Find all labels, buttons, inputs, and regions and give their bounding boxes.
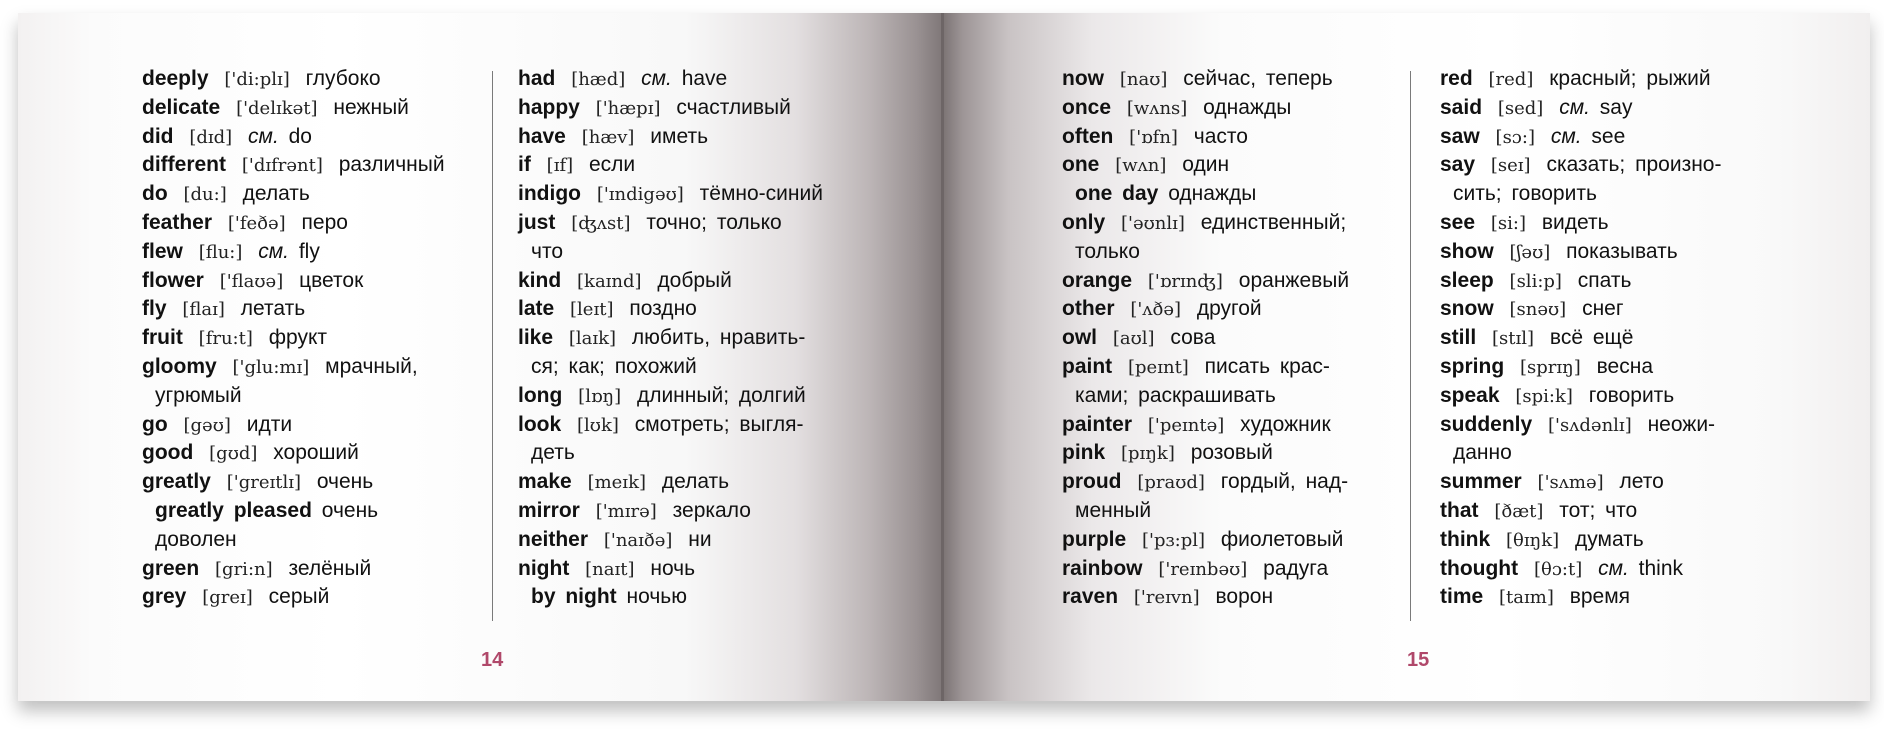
translation: сова [1170, 326, 1216, 350]
transcription: [flaɪ] [182, 299, 225, 321]
headword: deeply [142, 67, 209, 90]
transcription: [naʊ] [1119, 69, 1168, 90]
dictionary-entry [1440, 526, 1810, 555]
headword: only [1062, 210, 1106, 234]
transcription: ['sʌmə] [1537, 472, 1604, 494]
dictionary-entry [1440, 94, 1810, 123]
headword: spring [1440, 354, 1505, 378]
translation: один [1182, 153, 1230, 177]
dictionary-entry [1062, 497, 1432, 526]
transcription: [lʊk] [577, 414, 619, 436]
headword: one day [1075, 182, 1159, 206]
headword: do [142, 182, 168, 206]
translation: данно [1453, 441, 1512, 465]
headword: see [1440, 210, 1476, 234]
dictionary-entry [518, 497, 888, 526]
translation: say [1599, 95, 1633, 119]
transcription: ['pɜ:pl] [1142, 529, 1206, 551]
translation: ворон [1215, 585, 1274, 609]
transcription: [ðæt] [1494, 500, 1544, 522]
transcription: [stɪl] [1492, 328, 1535, 350]
headword: just [518, 210, 556, 234]
translation: радуга [1263, 556, 1329, 580]
dictionary-entry [1440, 439, 1810, 468]
dictionary-entry [518, 468, 888, 497]
headword: did [142, 124, 174, 148]
translation: see [1591, 124, 1626, 148]
translation: fly [298, 239, 320, 263]
headword: fly [142, 297, 167, 321]
headword: happy [518, 95, 580, 119]
translation: поздно [629, 297, 697, 321]
translation: однажды [1168, 182, 1257, 206]
transcription: ['naɪðə] [603, 529, 673, 551]
transcription: ['reɪvn] [1133, 587, 1200, 609]
translation: доволен [155, 527, 237, 551]
dictionary-entry [518, 353, 888, 382]
transcription: ['peɪntə] [1147, 414, 1225, 436]
see-also-marker: см. [641, 67, 672, 90]
transcription: [praʊd] [1137, 472, 1205, 494]
see-also-marker: см. [248, 124, 279, 148]
dictionary-entry [142, 238, 512, 267]
transcription: [sed] [1497, 97, 1544, 119]
translation: идти [246, 412, 293, 436]
translation: писать крас- [1204, 354, 1330, 378]
dictionary-entry [142, 411, 512, 440]
translation: ночью [626, 585, 687, 609]
transcription: [greɪ] [202, 587, 253, 609]
dictionary-entry [1062, 468, 1432, 497]
transcription: ['dɪfrənt] [241, 155, 323, 177]
dictionary-entry [142, 295, 512, 324]
translation: зелёный [288, 556, 372, 580]
translation: художник [1240, 412, 1331, 436]
transcription: ['ʌðə] [1130, 299, 1181, 321]
translation: оранжевый [1238, 268, 1350, 292]
transcription: [taɪm] [1499, 587, 1554, 609]
dictionary-entry [518, 209, 888, 238]
dictionary-entry [1062, 555, 1432, 584]
headword: red [1440, 67, 1473, 90]
headword: different [142, 153, 226, 177]
dictionary-column [1440, 65, 1810, 612]
dictionary-column [142, 65, 512, 612]
translation: ками; раскрашивать [1075, 383, 1276, 407]
dictionary-entry [518, 295, 888, 324]
headword: night [518, 556, 570, 580]
transcription: [lɒŋ] [578, 385, 622, 407]
open-book [18, 13, 1870, 701]
translation: весна [1596, 354, 1654, 378]
dictionary-entry [1440, 151, 1810, 180]
transcription: [naɪt] [585, 558, 635, 580]
transcription: ['glu:mɪ] [232, 356, 310, 378]
dictionary-entry [1062, 324, 1432, 353]
transcription: [snəʊ] [1509, 299, 1567, 321]
headword: late [518, 297, 555, 321]
translation: часто [1193, 124, 1248, 148]
transcription: [aʊl] [1112, 328, 1155, 350]
translation: неожи- [1647, 412, 1716, 436]
transcription: [sli:p] [1509, 270, 1562, 292]
translation: летать [240, 297, 306, 321]
transcription: [sɔ:] [1495, 126, 1535, 148]
transcription: [si:] [1490, 212, 1526, 234]
dictionary-entry [518, 583, 888, 612]
headword: that [1440, 498, 1479, 522]
transcription: ['əʊnlɪ] [1121, 212, 1185, 234]
dictionary-entry [1440, 468, 1810, 497]
dictionary-entry [1440, 497, 1810, 526]
dictionary-entry [1062, 353, 1432, 382]
dictionary-entry [518, 324, 888, 353]
dictionary-entry [1062, 583, 1432, 612]
dictionary-entry [1062, 180, 1432, 209]
translation: do [288, 124, 312, 148]
headword: kind [518, 268, 562, 292]
dictionary-entry [518, 526, 888, 555]
headword: sleep [1440, 268, 1494, 292]
translation: точно; только [646, 210, 782, 234]
headword: often [1062, 124, 1114, 148]
translation: хороший [273, 441, 359, 465]
dictionary-entry [1440, 411, 1810, 440]
dictionary-entry [142, 497, 512, 526]
dictionary-entry [1440, 583, 1810, 612]
headword: flew [142, 239, 183, 263]
translation: очень [316, 470, 374, 494]
transcription: [kaɪnd] [577, 270, 642, 292]
translation: have [681, 67, 728, 90]
book-spine [941, 13, 944, 701]
headword: indigo [518, 182, 581, 206]
transcription: [gəʊ] [183, 414, 231, 436]
dictionary-entry [1440, 209, 1810, 238]
dictionary-entry [1062, 439, 1432, 468]
headword: pink [1062, 441, 1106, 465]
transcription: ['hæpɪ] [595, 97, 661, 119]
translation: показывать [1566, 239, 1678, 263]
see-also-marker: см. [1598, 556, 1629, 580]
transcription: ['feðə] [227, 212, 286, 234]
translation: всё ещё [1549, 326, 1634, 350]
dictionary-entry [142, 65, 512, 94]
transcription: [ɪf] [546, 155, 574, 177]
page-right [944, 13, 1870, 701]
dictionary-entry [1440, 123, 1810, 152]
headword: owl [1062, 326, 1097, 350]
dictionary-entry [518, 382, 888, 411]
dictionary-entry [1440, 324, 1810, 353]
translation: менный [1075, 498, 1152, 522]
translation: ни [688, 527, 712, 551]
transcription: ['sʌdənlɪ] [1548, 414, 1632, 436]
headword: snow [1440, 297, 1494, 321]
headword: long [518, 383, 563, 407]
translation: делать [242, 182, 310, 206]
dictionary-entry [142, 180, 512, 209]
headword: go [142, 412, 168, 436]
transcription: [ʃəʊ] [1509, 241, 1551, 263]
translation: иметь [650, 124, 709, 148]
translation: другой [1196, 297, 1262, 321]
headword: painter [1062, 412, 1133, 436]
headword: show [1440, 239, 1494, 263]
transcription: ['ɒfn] [1129, 126, 1178, 148]
page-number: 15 [1407, 649, 1430, 671]
headword: greatly pleased [155, 498, 312, 522]
dictionary-entry [1062, 267, 1432, 296]
dictionary-entry [1440, 382, 1810, 411]
translation: различный [338, 153, 445, 177]
headword: summer [1440, 470, 1522, 494]
headword: fruit [142, 326, 183, 350]
dictionary-entry [1062, 295, 1432, 324]
transcription: [sprɪŋ] [1520, 356, 1581, 378]
translation: ночь [650, 556, 696, 580]
headword: grey [142, 585, 187, 609]
dictionary-column [518, 65, 888, 612]
dictionary-entry [518, 411, 888, 440]
dictionary-entry [1062, 238, 1432, 267]
translation: фиолетовый [1220, 527, 1344, 551]
dictionary-entry [142, 382, 512, 411]
dictionary-entry [142, 267, 512, 296]
headword: have [518, 124, 566, 148]
translation: сейчас, теперь [1183, 67, 1333, 90]
dictionary-entry [518, 94, 888, 123]
headword: purple [1062, 527, 1127, 551]
dictionary-entry [142, 324, 512, 353]
transcription: ['flaʊə] [219, 270, 284, 292]
translation: глубоко [305, 67, 381, 90]
page-left [18, 13, 944, 701]
dictionary-entry [1440, 180, 1810, 209]
dictionary-entry [142, 439, 512, 468]
translation: спать [1577, 268, 1632, 292]
dictionary-entry [518, 151, 888, 180]
page-number: 14 [481, 649, 504, 671]
dictionary-entry [518, 65, 888, 94]
translation: видеть [1541, 210, 1609, 234]
translation: время [1569, 585, 1631, 609]
translation: гордый, над- [1220, 470, 1349, 494]
dictionary-entry [1440, 353, 1810, 382]
translation: смотреть; выгля- [634, 412, 804, 436]
translation: очень [321, 498, 379, 522]
translation: лето [1619, 470, 1664, 494]
dictionary-entry [142, 209, 512, 238]
dictionary-entry [142, 151, 512, 180]
transcription: [wʌn] [1115, 155, 1167, 177]
dictionary-entry [1440, 65, 1810, 94]
headword: think [1440, 527, 1491, 551]
transcription: [dɪd] [189, 126, 233, 148]
translation: розовый [1190, 441, 1273, 465]
translation: деть [531, 441, 575, 465]
transcription: [meɪk] [587, 472, 646, 494]
transcription: [spi:k] [1515, 385, 1573, 407]
dictionary-entry [518, 267, 888, 296]
dictionary-entry [1062, 65, 1432, 94]
transcription: ['ɪndigəʊ] [596, 184, 684, 206]
dictionary-entry [142, 123, 512, 152]
headword: look [518, 412, 562, 436]
dictionary-entry [518, 180, 888, 209]
translation: длинный; долгий [636, 383, 806, 407]
translation: нежный [333, 95, 409, 119]
headword: say [1440, 153, 1476, 177]
see-also-marker: см. [1559, 95, 1590, 119]
translation: think [1638, 556, 1684, 580]
translation: тёмно-синий [699, 182, 823, 206]
dictionary-entry [142, 468, 512, 497]
transcription: [θɔ:t] [1533, 558, 1583, 580]
translation: зеркало [672, 498, 751, 522]
headword: proud [1062, 470, 1122, 494]
translation: ся; как; похожий [531, 354, 697, 378]
headword: like [518, 326, 554, 350]
headword: green [142, 556, 200, 580]
translation: любить, нравить- [631, 326, 806, 350]
translation: однажды [1203, 95, 1292, 119]
transcription: [red] [1488, 69, 1534, 90]
headword: thought [1440, 556, 1519, 580]
see-also-marker: см. [258, 239, 289, 263]
dictionary-entry [1062, 94, 1432, 123]
headword: neither [518, 527, 589, 551]
headword: time [1440, 585, 1484, 609]
dictionary-entry [1440, 555, 1810, 584]
dictionary-entry [518, 238, 888, 267]
dictionary-entry [1440, 267, 1810, 296]
translation: что [531, 239, 564, 263]
headword: make [518, 470, 572, 494]
translation: красный; рыжий [1549, 67, 1711, 90]
transcription: [hæd] [571, 69, 626, 90]
dictionary-entry [142, 555, 512, 584]
translation: счастливый [676, 95, 791, 119]
transcription: [ʤʌst] [571, 212, 631, 234]
translation: цветок [299, 268, 364, 292]
translation: снег [1582, 297, 1624, 321]
dictionary-entry [518, 555, 888, 584]
transcription: [gʊd] [209, 443, 258, 465]
dictionary-entry [1440, 238, 1810, 267]
transcription: [peɪnt] [1128, 356, 1189, 378]
transcription: [laɪk] [568, 328, 617, 350]
headword: flower [142, 268, 204, 292]
transcription: [du:] [183, 184, 227, 206]
headword: if [518, 153, 531, 177]
translation: делать [661, 470, 730, 494]
translation: мрачный, [325, 354, 418, 378]
transcription: ['mɪrə] [595, 500, 657, 522]
dictionary-entry [142, 94, 512, 123]
column-divider [492, 71, 493, 621]
transcription: [seɪ] [1490, 155, 1531, 177]
transcription: [hæv] [581, 126, 635, 148]
headword: feather [142, 210, 213, 234]
translation: угрюмый [155, 383, 242, 407]
transcription: [pɪŋk] [1121, 443, 1175, 465]
headword: said [1440, 95, 1483, 119]
dictionary-entry [1062, 123, 1432, 152]
column-divider [1410, 71, 1411, 621]
translation: сить; говорить [1453, 182, 1597, 206]
translation: перо [301, 210, 348, 234]
dictionary-entry [518, 123, 888, 152]
headword: one [1062, 153, 1100, 177]
headword: rainbow [1062, 556, 1143, 580]
headword: orange [1062, 268, 1133, 292]
transcription: ['ɒrɪnʤ] [1147, 270, 1223, 292]
headword: had [518, 67, 556, 90]
translation: фрукт [268, 326, 327, 350]
transcription: [leɪt] [570, 299, 614, 321]
transcription: ['greɪtlɪ] [226, 472, 301, 494]
headword: gloomy [142, 354, 217, 378]
dictionary-column [1062, 65, 1432, 612]
headword: saw [1440, 124, 1480, 148]
headword: mirror [518, 498, 580, 522]
transcription: ['reɪnbəʊ] [1158, 558, 1248, 580]
translation: сказать; произно- [1546, 153, 1722, 177]
headword: paint [1062, 354, 1113, 378]
transcription: ['delɪkət] [236, 97, 318, 119]
translation: серый [268, 585, 330, 609]
transcription: [θɪŋk] [1506, 529, 1560, 551]
headword: suddenly [1440, 412, 1533, 436]
dictionary-entry [1062, 526, 1432, 555]
headword: now [1062, 67, 1104, 90]
translation: говорить [1588, 383, 1675, 407]
dictionary-entry [142, 583, 512, 612]
dictionary-entry [518, 439, 888, 468]
dictionary-entry [1062, 151, 1432, 180]
dictionary-entry [1062, 209, 1432, 238]
headword: speak [1440, 383, 1500, 407]
headword: once [1062, 95, 1112, 119]
translation: тот; что [1559, 498, 1638, 522]
transcription: [gri:n] [215, 558, 273, 580]
headword: still [1440, 326, 1477, 350]
translation: добрый [657, 268, 732, 292]
transcription: [flu:] [198, 241, 243, 263]
dictionary-entry [1440, 295, 1810, 324]
headword: greatly [142, 470, 211, 494]
headword: raven [1062, 585, 1119, 609]
transcription: [fru:t] [198, 328, 253, 350]
dictionary-entry [142, 353, 512, 382]
translation: если [588, 153, 636, 177]
transcription: ['di:plɪ] [224, 69, 290, 90]
headword: good [142, 441, 194, 465]
translation: единственный; [1200, 210, 1347, 234]
dictionary-entry [1062, 382, 1432, 411]
dictionary-entry [1062, 411, 1432, 440]
headword: by night [531, 585, 617, 609]
dictionary-entry [142, 526, 512, 555]
headword: other [1062, 297, 1115, 321]
translation: только [1075, 239, 1140, 263]
headword: delicate [142, 95, 221, 119]
translation: думать [1575, 527, 1644, 551]
transcription: [wʌns] [1126, 97, 1188, 119]
see-also-marker: см. [1550, 124, 1582, 148]
